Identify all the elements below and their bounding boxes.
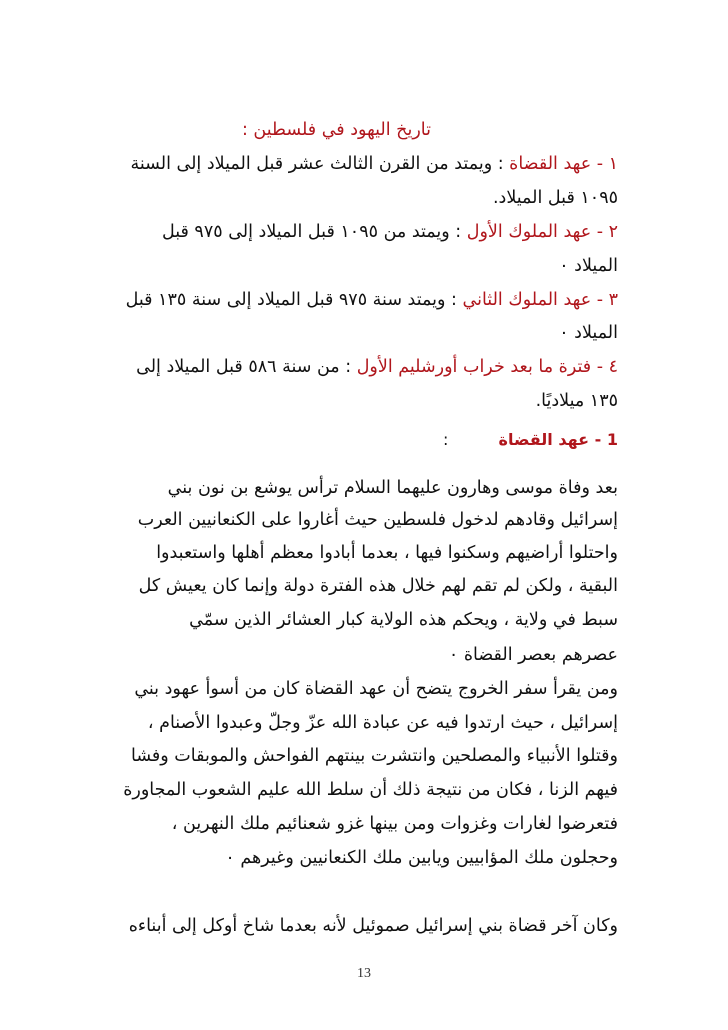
document-heading: تاريخ اليهود في فلسطين : <box>241 120 431 140</box>
period-4-label: ٤ - فترة ما بعد خراب أورشليم الأول <box>356 357 618 377</box>
paragraph-2-line-3: وقتلوا الأنبياء والمصلحين وانتشرت بينتهم الفواحش والموبقات وفشا <box>130 746 618 766</box>
section-colon: : <box>442 430 449 449</box>
period-4-text: : من سنة ٥٨٦ قبل الميلاد إلى <box>136 357 357 377</box>
period-3-text: : ويمتد سنة ٩٧٥ قبل الميلاد إلى سنة ١٣٥ قبل <box>125 290 463 310</box>
period-3-label: ٣ - عهد الملوك الثاني <box>462 290 618 310</box>
page-number: 13 <box>357 966 371 981</box>
paragraph-3-line-1: وكان آخر قضاة بني إسرائيل صموئيل لأنه بعدما شاخ أوكل إلى أبناءه <box>128 916 618 936</box>
period-1 <box>130 152 618 176</box>
paragraph-1-line-2: إسرائيل وقادهم لدخول فلسطين حيث أغاروا على الكنعانيين العرب <box>137 510 618 530</box>
period-2 <box>162 220 618 244</box>
period-2-label: ٢ - عهد الملوك الأول <box>466 222 618 242</box>
paragraph-1-line-1: بعد وفاة موسى وهارون عليهما السلام ترأس يوشع بن نون بني <box>167 478 618 498</box>
period-2-continuation: الميلاد ٠ <box>559 256 618 276</box>
paragraph-1-line-3: واحتلوا أراضيهم وسكنوا فيها ، بعدما أبادوا معظم أهلها واستعبدوا <box>156 543 618 563</box>
paragraph-1-line-5: سبط في ولاية ، ويحكم هذه الولاية كبار العشائر الذين سمّي <box>189 610 618 630</box>
paragraph-2-line-4: فيهم الزنا ، فكان من نتيجة ذلك أن سلط الله عليم الشعوب المجاورة <box>123 780 618 800</box>
section-title: 1 - عهد القضاة <box>498 430 618 449</box>
paragraph-2-line-6: وحجلون ملك المؤابيين ويابين ملك الكنعانيين وغيرهم ٠ <box>225 848 618 868</box>
period-4-continuation: ١٣٥ ميلاديًا. <box>535 391 618 411</box>
period-3-continuation: الميلاد ٠ <box>559 323 618 343</box>
period-1-text: : ويمتد من القرن الثالث عشر قبل الميلاد إلى السنة <box>130 154 510 174</box>
paragraph-2-line-5: فتعرضوا لغارات وغزوات ومن بينها غزو شعنائيم ملك النهرين ، <box>171 814 618 834</box>
period-2-text: : ويمتد من ١٠٩٥ قبل الميلاد إلى ٩٧٥ قبل <box>161 222 467 242</box>
paragraph-1-line-4: البقية ، ولكن لم تقم لهم خلال هذه الفترة دولة وإنما كان يعيش كل <box>138 576 618 596</box>
period-4 <box>136 355 618 379</box>
paragraph-2-line-2: إسرائيل ، حيث ارتدوا فيه عن عبادة الله عزّ وجلّ وعبدوا الأصنام ، <box>147 713 618 733</box>
section-heading <box>443 428 618 452</box>
paragraph-2-line-1: ومن يقرأ سفر الخروج يتضح أن عهد القضاة كان من أسوأ عهود بني <box>134 679 618 699</box>
period-3 <box>126 288 618 312</box>
period-1-continuation: ١٠٩٥ قبل الميلاد. <box>492 188 618 208</box>
period-1-label: ١ - عهد القضاة <box>509 154 618 174</box>
paragraph-1-line-6: عصرهم بعصر القضاة ٠ <box>448 645 618 665</box>
